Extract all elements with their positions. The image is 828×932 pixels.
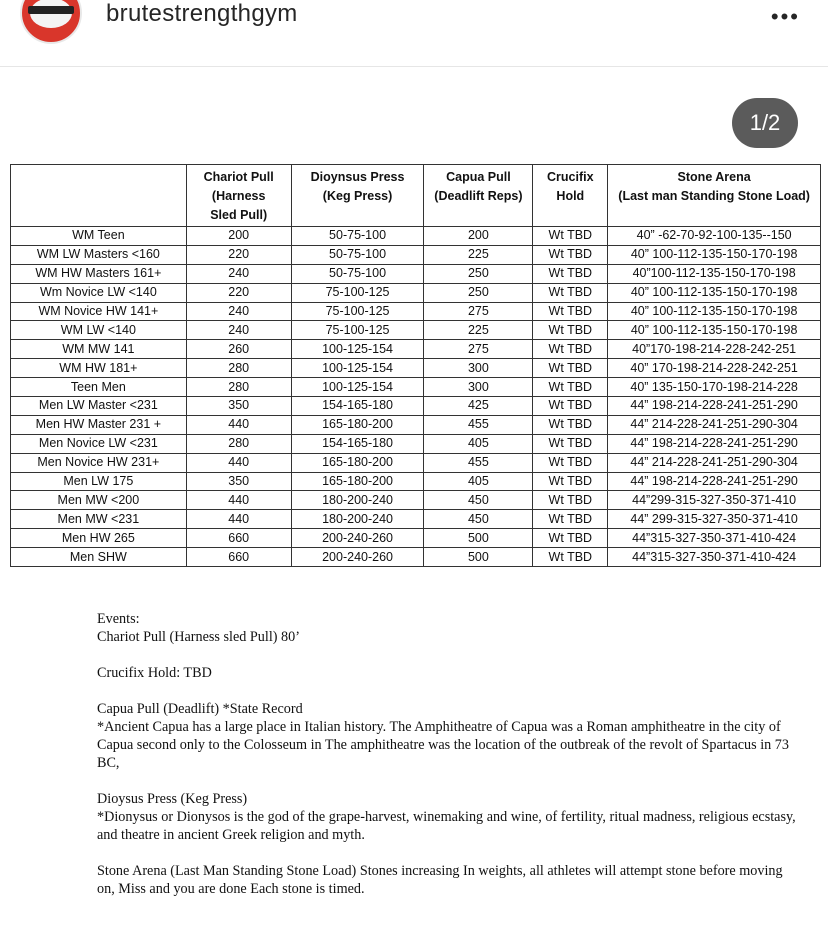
cell-dionysus-press: 100-125-154 xyxy=(291,359,424,378)
cell-crucifix-hold: Wt TBD xyxy=(533,472,608,491)
cell-stone-arena: 44” 198-214-228-241-251-290 xyxy=(608,397,821,416)
cell-dionysus-press: 180-200-240 xyxy=(291,491,424,510)
cell-chariot-pull: 200 xyxy=(186,227,291,246)
event-chariot-pull: Chariot Pull (Harness sled Pull) 80’ xyxy=(97,629,300,645)
table-row xyxy=(11,227,821,246)
avatar-logo-shape xyxy=(30,0,72,28)
header-line: (Last man Standing Stone Load) xyxy=(618,189,810,203)
header-line: Capua Pull xyxy=(446,170,511,184)
cell-category: WM LW <140 xyxy=(11,321,187,340)
cell-chariot-pull: 260 xyxy=(186,340,291,359)
cell-category: Men SHW xyxy=(11,548,187,567)
cell-crucifix-hold: Wt TBD xyxy=(533,510,608,529)
header-line: Crucifix xyxy=(547,170,594,184)
cell-capua-pull: 450 xyxy=(424,491,533,510)
cell-chariot-pull: 350 xyxy=(186,472,291,491)
cell-crucifix-hold: Wt TBD xyxy=(533,321,608,340)
avatar-logo-band xyxy=(28,6,74,14)
cell-category: Men LW Master <231 xyxy=(11,397,187,416)
header-stone-arena xyxy=(608,165,821,227)
event-capua-description: *Ancient Capua has a large place in Italian history. The Amphitheatre of Capua was a Roman amphitheatre in the city of Capua second only to the Colosseum in The amphitheatre was the location of the outbreak of the revolt of Spartacus in 73 BC, xyxy=(97,719,789,771)
cell-category: WM HW Masters 161+ xyxy=(11,264,187,283)
cell-category: Teen Men xyxy=(11,378,187,397)
cell-chariot-pull: 440 xyxy=(186,491,291,510)
cell-stone-arena: 40” -62-70-92-100-135--150 xyxy=(608,227,821,246)
table-row xyxy=(11,453,821,472)
cell-chariot-pull: 220 xyxy=(186,283,291,302)
cell-dionysus-press: 100-125-154 xyxy=(291,340,424,359)
cell-crucifix-hold: Wt TBD xyxy=(533,264,608,283)
table-row xyxy=(11,302,821,321)
cell-crucifix-hold: Wt TBD xyxy=(533,378,608,397)
table-row xyxy=(11,340,821,359)
cell-chariot-pull: 440 xyxy=(186,453,291,472)
table-row xyxy=(11,472,821,491)
cell-category: WM LW Masters <160 xyxy=(11,245,187,264)
table-row xyxy=(11,397,821,416)
table-row xyxy=(11,321,821,340)
cell-dionysus-press: 154-165-180 xyxy=(291,434,424,453)
cell-capua-pull: 250 xyxy=(424,283,533,302)
cell-stone-arena: 44” 198-214-228-241-251-290 xyxy=(608,434,821,453)
image-counter-badge: 1/2 xyxy=(732,98,798,148)
cell-crucifix-hold: Wt TBD xyxy=(533,302,608,321)
header-line: Chariot Pull xyxy=(203,170,274,184)
table-row xyxy=(11,359,821,378)
cell-category: Men Novice HW 231+ xyxy=(11,453,187,472)
cell-capua-pull: 225 xyxy=(424,245,533,264)
table-row xyxy=(11,510,821,529)
cell-capua-pull: 200 xyxy=(424,227,533,246)
cell-capua-pull: 405 xyxy=(424,472,533,491)
cell-capua-pull: 500 xyxy=(424,529,533,548)
cell-category: WM HW 181+ xyxy=(11,359,187,378)
profile-avatar[interactable] xyxy=(20,0,82,44)
cell-category: Men Novice LW <231 xyxy=(11,434,187,453)
cell-crucifix-hold: Wt TBD xyxy=(533,227,608,246)
header-line: Stone Arena xyxy=(677,170,751,184)
cell-stone-arena: 40” 100-112-135-150-170-198 xyxy=(608,321,821,340)
event-dionysus-title: Dioysus Press (Keg Press) xyxy=(97,791,248,807)
table-row xyxy=(11,415,821,434)
cell-dionysus-press: 75-100-125 xyxy=(291,283,424,302)
table-row xyxy=(11,378,821,397)
header-crucifix-hold xyxy=(533,165,608,227)
cell-dionysus-press: 154-165-180 xyxy=(291,397,424,416)
cell-crucifix-hold: Wt TBD xyxy=(533,397,608,416)
header-line: (Deadlift Reps) xyxy=(434,189,523,203)
table-header-row xyxy=(11,165,821,227)
cell-chariot-pull: 240 xyxy=(186,321,291,340)
cell-category: WM MW 141 xyxy=(11,340,187,359)
header-dionysus-press xyxy=(291,165,424,227)
cell-chariot-pull: 660 xyxy=(186,529,291,548)
header-line: Dioynsus Press xyxy=(310,170,405,184)
cell-capua-pull: 405 xyxy=(424,434,533,453)
post-header xyxy=(0,0,828,67)
cell-capua-pull: 225 xyxy=(424,321,533,340)
cell-category: Men MW <200 xyxy=(11,491,187,510)
cell-crucifix-hold: Wt TBD xyxy=(533,529,608,548)
table-row xyxy=(11,283,821,302)
cell-crucifix-hold: Wt TBD xyxy=(533,434,608,453)
results-table xyxy=(10,164,821,567)
event-capua-title: Capua Pull (Deadlift) *State Record xyxy=(97,701,303,717)
header-line: (Keg Press) xyxy=(322,189,393,203)
cell-stone-arena: 44”315-327-350-371-410-424 xyxy=(608,548,821,567)
table-row xyxy=(11,245,821,264)
cell-category: Men HW Master 231 + xyxy=(11,415,187,434)
cell-category: Wm Novice LW <140 xyxy=(11,283,187,302)
cell-crucifix-hold: Wt TBD xyxy=(533,340,608,359)
cell-dionysus-press: 180-200-240 xyxy=(291,510,424,529)
cell-chariot-pull: 440 xyxy=(186,415,291,434)
cell-dionysus-press: 200-240-260 xyxy=(291,529,424,548)
cell-capua-pull: 250 xyxy=(424,264,533,283)
cell-capua-pull: 425 xyxy=(424,397,533,416)
cell-chariot-pull: 440 xyxy=(186,510,291,529)
cell-dionysus-press: 50-75-100 xyxy=(291,264,424,283)
event-description-document xyxy=(97,610,797,898)
cell-capua-pull: 455 xyxy=(424,453,533,472)
cell-stone-arena: 40” 170-198-214-228-242-251 xyxy=(608,359,821,378)
cell-stone-arena: 40” 100-112-135-150-170-198 xyxy=(608,302,821,321)
cell-chariot-pull: 280 xyxy=(186,434,291,453)
ellipsis-icon[interactable]: ••• xyxy=(770,4,800,29)
cell-crucifix-hold: Wt TBD xyxy=(533,245,608,264)
cell-capua-pull: 450 xyxy=(424,510,533,529)
username-link[interactable]: brutestrengthgym xyxy=(106,0,298,27)
cell-category: Men LW 175 xyxy=(11,472,187,491)
cell-crucifix-hold: Wt TBD xyxy=(533,491,608,510)
event-crucifix-hold: Crucifix Hold: TBD xyxy=(97,665,212,681)
cell-crucifix-hold: Wt TBD xyxy=(533,548,608,567)
cell-dionysus-press: 75-100-125 xyxy=(291,321,424,340)
table-row xyxy=(11,434,821,453)
cell-chariot-pull: 280 xyxy=(186,378,291,397)
cell-capua-pull: 300 xyxy=(424,359,533,378)
cell-category: Men HW 265 xyxy=(11,529,187,548)
cell-capua-pull: 275 xyxy=(424,340,533,359)
cell-dionysus-press: 100-125-154 xyxy=(291,378,424,397)
cell-dionysus-press: 165-180-200 xyxy=(291,453,424,472)
cell-capua-pull: 275 xyxy=(424,302,533,321)
table-row xyxy=(11,491,821,510)
cell-dionysus-press: 165-180-200 xyxy=(291,415,424,434)
cell-crucifix-hold: Wt TBD xyxy=(533,453,608,472)
cell-stone-arena: 44” 214-228-241-251-290-304 xyxy=(608,415,821,434)
table-body xyxy=(11,227,821,567)
cell-chariot-pull: 280 xyxy=(186,359,291,378)
cell-dionysus-press: 165-180-200 xyxy=(291,472,424,491)
cell-chariot-pull: 220 xyxy=(186,245,291,264)
table-row xyxy=(11,529,821,548)
events-heading: Events: xyxy=(97,611,140,627)
event-dionysus-description: *Dionysus or Dionysos is the god of the grape-harvest, winemaking and wine, of fertility, ritual madness, religious ecstasy, and theatre in ancient Greek religion and myth. xyxy=(97,809,796,843)
cell-chariot-pull: 240 xyxy=(186,264,291,283)
header-line: Sled Pull) xyxy=(210,208,268,222)
cell-category: WM Teen xyxy=(11,227,187,246)
cell-category: Men MW <231 xyxy=(11,510,187,529)
cell-capua-pull: 455 xyxy=(424,415,533,434)
header-line: Hold xyxy=(556,189,585,203)
cell-stone-arena: 40”170-198-214-228-242-251 xyxy=(608,340,821,359)
cell-stone-arena: 44” 198-214-228-241-251-290 xyxy=(608,472,821,491)
header-category xyxy=(11,165,187,227)
table-row xyxy=(11,548,821,567)
cell-crucifix-hold: Wt TBD xyxy=(533,359,608,378)
cell-stone-arena: 40” 100-112-135-150-170-198 xyxy=(608,283,821,302)
header-capua-pull xyxy=(424,165,533,227)
cell-stone-arena: 44” 214-228-241-251-290-304 xyxy=(608,453,821,472)
cell-capua-pull: 300 xyxy=(424,378,533,397)
cell-dionysus-press: 200-240-260 xyxy=(291,548,424,567)
cell-chariot-pull: 240 xyxy=(186,302,291,321)
cell-crucifix-hold: Wt TBD xyxy=(533,415,608,434)
header-line: (Harness xyxy=(211,189,266,203)
header-chariot-pull xyxy=(186,165,291,227)
cell-dionysus-press: 75-100-125 xyxy=(291,302,424,321)
cell-dionysus-press: 50-75-100 xyxy=(291,245,424,264)
cell-stone-arena: 40”100-112-135-150-170-198 xyxy=(608,264,821,283)
cell-dionysus-press: 50-75-100 xyxy=(291,227,424,246)
cell-stone-arena: 44”299-315-327-350-371-410 xyxy=(608,491,821,510)
table-row xyxy=(11,264,821,283)
cell-capua-pull: 500 xyxy=(424,548,533,567)
event-stone-arena: Stone Arena (Last Man Standing Stone Load) Stones increasing In weights, all athletes will attempt stone before moving on, Miss and you are done Each stone is timed. xyxy=(97,863,783,897)
cell-chariot-pull: 660 xyxy=(186,548,291,567)
cell-stone-arena: 44” 299-315-327-350-371-410 xyxy=(608,510,821,529)
cell-chariot-pull: 350 xyxy=(186,397,291,416)
cell-crucifix-hold: Wt TBD xyxy=(533,283,608,302)
cell-stone-arena: 44”315-327-350-371-410-424 xyxy=(608,529,821,548)
cell-stone-arena: 40” 100-112-135-150-170-198 xyxy=(608,245,821,264)
cell-category: WM Novice HW 141+ xyxy=(11,302,187,321)
cell-stone-arena: 40” 135-150-170-198-214-228 xyxy=(608,378,821,397)
